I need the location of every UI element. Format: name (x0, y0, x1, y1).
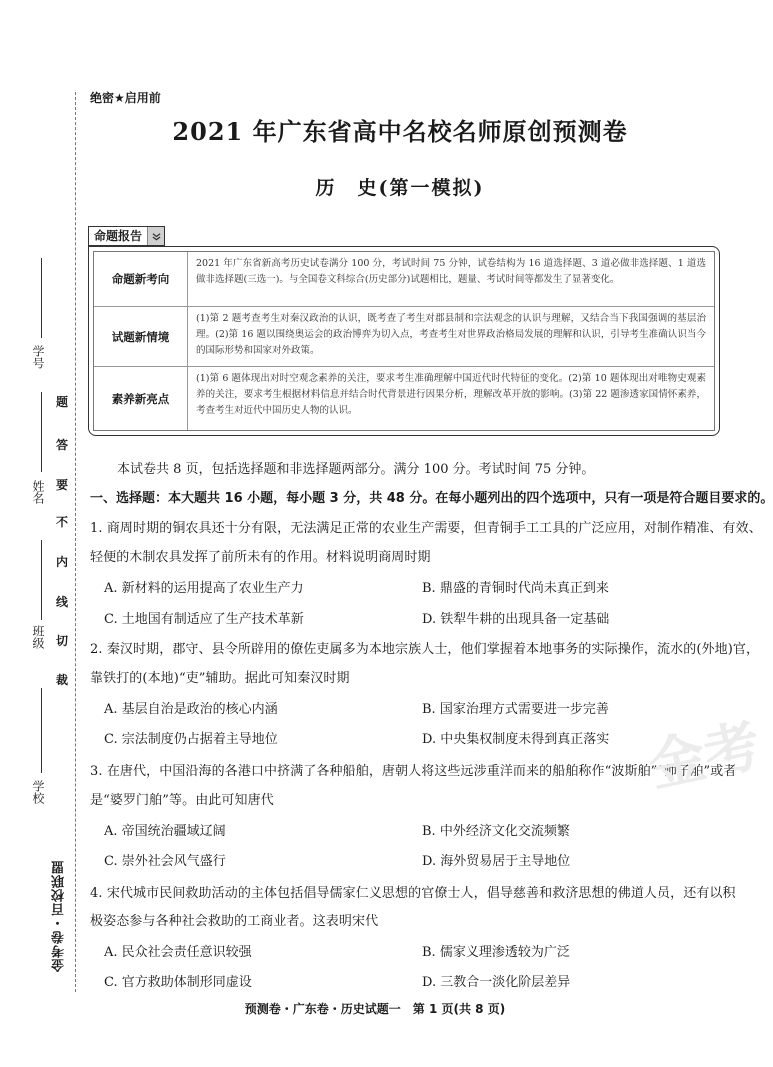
field-line-class (41, 540, 42, 620)
question-line: 轻便的木制农具发挥了前所未有的作用。材料说明商周时期 (90, 550, 431, 565)
option-c: C. 土地国有制适应了生产技术革新 (104, 612, 304, 627)
question-line: 4. 宋代城市民间救助活动的主体包括倡导儒家仁义思想的官僚士人，倡导慈善和救济思想的佛道人员，还有以积 (90, 886, 736, 901)
option-b: B. 国家治理方式需要进一步完善 (422, 702, 609, 717)
chevron-down-icon[interactable] (147, 227, 164, 245)
report-table (93, 251, 715, 431)
seal-char: 不 (56, 515, 69, 529)
seal-char: 裁 (56, 673, 69, 687)
report-row-label: 命题新考向 (94, 252, 188, 306)
secret-label: 绝密★启用前 (90, 91, 161, 105)
report-row-text: (1)第 2 题考查考生对秦汉政治的认识，既考查了考生对郡县制和宗法观念的认识与理解，又结合当下我国强调的基层治理。(2)第 16 题以围绕奥运会的政治博弈为切入点，考查考生对世界政治格局发展的理解和认识，引导考生准确认识当今的国际形势和国家对外政策。 (196, 313, 706, 356)
seal-char: 切 (56, 634, 69, 648)
question-line: 是“婆罗门舶”等。由此可知唐代 (90, 793, 274, 808)
watermark: 金考 (643, 711, 767, 800)
field-label-school: 学校 (31, 780, 45, 804)
report-row (94, 367, 714, 430)
option-c: C. 宗法制度仍占据着主导地位 (104, 732, 278, 747)
option-a: A. 民众社会责任意识较强 (104, 945, 252, 960)
section-title: 一、选择题：本大题共 16 小题，每小题 3 分，共 48 分。在每小题列出的四个选项中，只有一项是符合题目要求的。 (90, 491, 773, 506)
option-a: A. 帝国统治疆域辽阔 (104, 824, 226, 839)
seal-char: 答 (56, 438, 69, 452)
union-label: 金考卷・百校联盟 (52, 860, 67, 972)
field-line-school (41, 688, 42, 773)
binding-dashed-line (75, 92, 76, 992)
field-label-class: 班级 (31, 625, 45, 649)
report-row-text: (1)第 6 题体现出对时空观念素养的关注，要求考生准确理解中国近代时代特征的变化。(2)第 10 题体现出对唯物史观素养的关注，要求考生根据材料信息并结合时代背景进行因果分析，理解改革开放的影响。(3)第 22 题渗透家国情怀素养，考查考生对近代中国历史人物的认识。 (196, 373, 706, 416)
report-row-label: 素养新亮点 (94, 367, 188, 430)
option-c: C. 崇外社会风气盛行 (104, 854, 226, 869)
exam-subtitle: 历 史(第一模拟) (315, 177, 485, 199)
option-a: A. 新材料的运用提高了农业生产力 (104, 581, 304, 596)
option-c: C. 官方救助体制形同虚设 (104, 975, 252, 990)
field-line-name (41, 392, 42, 472)
report-tab-label: 命题报告 (94, 229, 143, 243)
report-tab[interactable] (88, 226, 165, 246)
option-b: B. 鼎盛的青铜时代尚未真正到来 (422, 581, 609, 596)
page-footer: 预测卷・广东卷・历史试题一 第 1 页(共 8 页) (244, 1002, 506, 1016)
report-row-text: 2021 年广东省新高考历史试卷满分 100 分，考试时间 75 分钟，试卷结构为 16 道选择题、3 道必做非选择题、1 道选做非选择题(三选一)。与全国卷文科综合(历史部分)试题相比，题量、考试时间等都发生了显著变化。 (196, 258, 706, 285)
report-row-label: 试题新情境 (94, 307, 188, 366)
option-d: D. 三教合一淡化阶层差异 (422, 975, 571, 990)
page-title: 2021 年广东省高中名校名师原创预测卷 (172, 117, 628, 146)
option-b: B. 中外经济文化交流频繁 (422, 824, 570, 839)
exam-intro: 本试卷共 8 页，包括选择题和非选择题两部分。满分 100 分。考试时间 75 分钟。 (117, 462, 595, 477)
report-panel (88, 246, 720, 436)
report-row (94, 307, 714, 367)
seal-char: 要 (56, 478, 69, 492)
seal-char: 题 (56, 395, 69, 409)
option-b: B. 儒家义理渗透较为广泛 (422, 945, 570, 960)
option-d: D. 铁犁牛耕的出现具备一定基础 (422, 612, 610, 627)
question-line: 3. 在唐代，中国沿海的各港口中挤满了各种船舶，唐朝人将这些远涉重洋而来的船舶称作“波斯舶”“师子舶”或者 (90, 764, 737, 779)
question-line: 2. 秦汉时期，郡守、县令所辟用的僚佐吏属多为本地宗族人士，他们掌握着本地事务的实际操作，流水的(外地)官， (90, 642, 760, 657)
option-d: D. 中央集权制度未得到真正落实 (422, 732, 610, 747)
field-label-student-id: 学号 (31, 345, 45, 369)
question-line: 靠铁打的(本地)“吏”辅助。据此可知秦汉时期 (90, 671, 350, 686)
seal-char: 线 (56, 595, 69, 609)
field-label-name: 姓名 (31, 480, 45, 504)
seal-char: 内 (56, 555, 69, 569)
report-row (94, 252, 714, 307)
question-line: 极姿态参与各种社会救助的工商业者。这表明宋代 (90, 914, 379, 929)
option-d: D. 海外贸易居于主导地位 (422, 854, 571, 869)
question-line: 1. 商周时期的铜农具还十分有限，无法满足正常的农业生产需要，但青铜手工工具的广泛应用，对制作精准、有效、 (90, 521, 762, 536)
option-a: A. 基层自治是政治的核心内涵 (104, 702, 278, 717)
field-line-student-id (41, 258, 42, 338)
